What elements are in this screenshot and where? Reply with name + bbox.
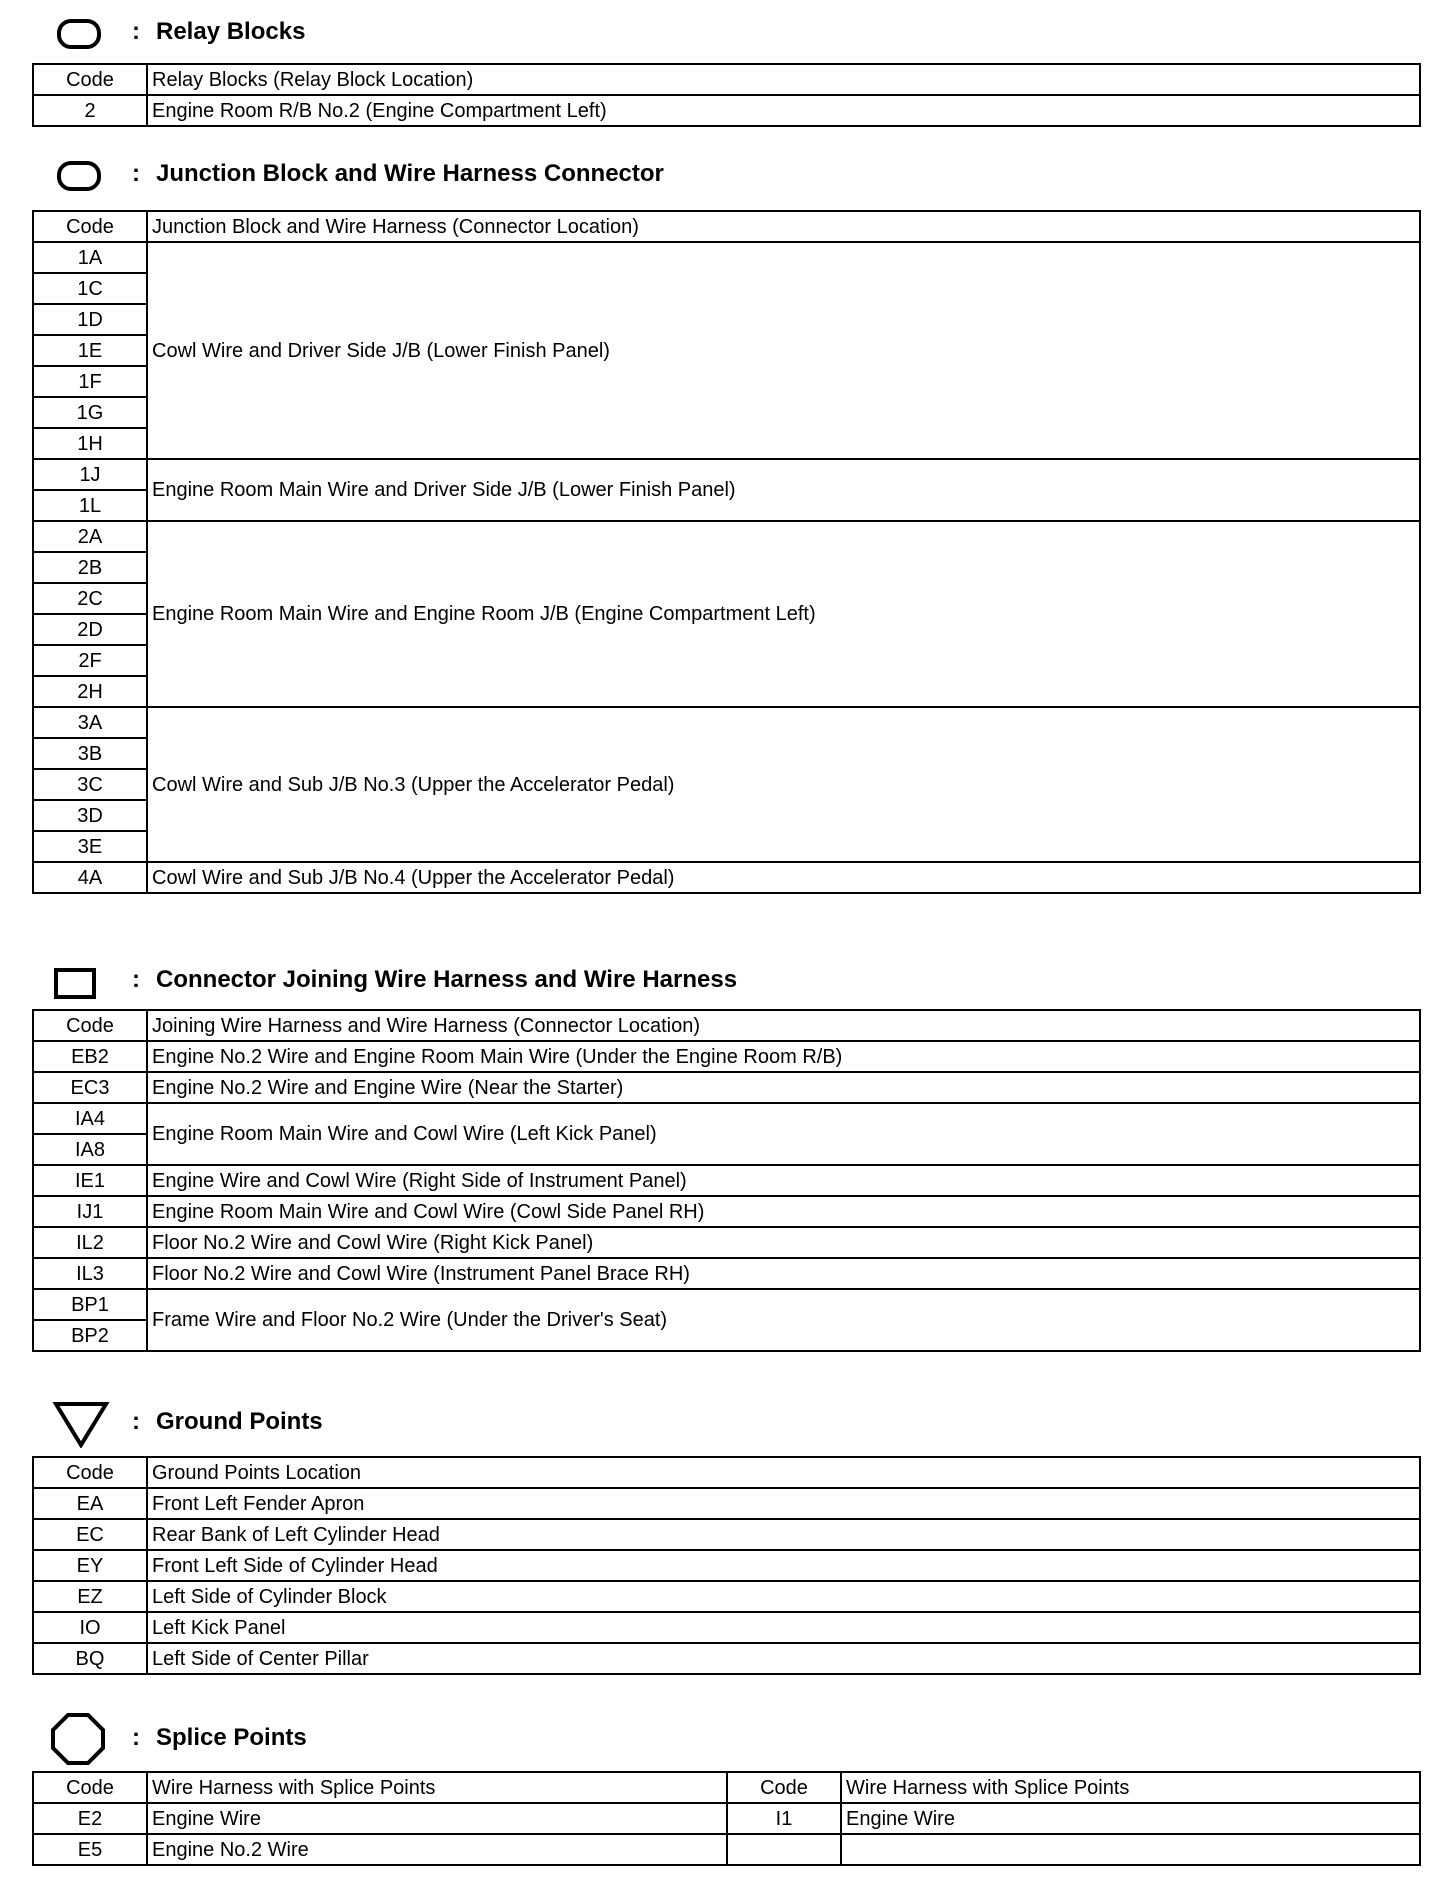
connector-joining-table (32, 1009, 1421, 1352)
code-column-header: Code (33, 1010, 147, 1041)
table-row (33, 242, 1420, 273)
table-row (33, 1803, 1420, 1834)
relay-blocks-table (32, 63, 1421, 127)
code-cell: 2A (33, 521, 147, 552)
code-cell: 1E (33, 335, 147, 366)
code-cell: 1H (33, 428, 147, 459)
code-cell: 1J (33, 459, 147, 490)
relay-blocks-title: Relay Blocks (156, 18, 306, 45)
triangle-down-icon (52, 1400, 110, 1448)
wire-harness-cell: Engine Wire (147, 1803, 727, 1834)
code-column-header: Code (33, 1772, 147, 1803)
table-row (33, 459, 1420, 490)
junction-block-title: Junction Block and Wire Harness Connector (156, 160, 664, 187)
code-cell: IJ1 (33, 1196, 147, 1227)
table-row (33, 521, 1420, 552)
code-cell: 2B (33, 552, 147, 583)
code-cell: BP2 (33, 1320, 147, 1351)
code-cell: EC3 (33, 1072, 147, 1103)
table-row (33, 1165, 1420, 1196)
splice-points-heading (0, 1712, 1456, 1756)
code-cell: BQ (33, 1643, 147, 1674)
code-cell: 2H (33, 676, 147, 707)
code-cell: 3C (33, 769, 147, 800)
code-column-header: Code (33, 64, 147, 95)
location-column-header: Junction Block and Wire Harness (Connector Location) (147, 211, 1420, 242)
connector-joining-title: Connector Joining Wire Harness and Wire Harness (156, 966, 738, 993)
junction-block-colon: : (132, 160, 140, 187)
table-row (33, 1289, 1420, 1320)
location-cell: Frame Wire and Floor No.2 Wire (Under the Driver's Seat) (147, 1289, 1420, 1351)
location-cell: Engine Room Main Wire and Engine Room J/B (Engine Compartment Left) (147, 521, 1420, 707)
table-row (33, 1041, 1420, 1072)
connector-joining-colon: : (132, 966, 140, 993)
relay-blocks-colon: : (132, 18, 140, 45)
code-cell: IO (33, 1612, 147, 1643)
wire-harness-cell-2: Engine Wire (841, 1803, 1420, 1834)
table-row (33, 1258, 1420, 1289)
code-cell: 1D (33, 304, 147, 335)
location-cell: Floor No.2 Wire and Cowl Wire (Instrument Panel Brace RH) (147, 1258, 1420, 1289)
location-cell: Engine Room Main Wire and Cowl Wire (Cowl Side Panel RH) (147, 1196, 1420, 1227)
code-cell: 2F (33, 645, 147, 676)
code-cell: 1C (33, 273, 147, 304)
code-cell: 1G (33, 397, 147, 428)
wire-harness-cell-2 (841, 1834, 1420, 1865)
location-cell: Front Left Fender Apron (147, 1488, 1420, 1519)
code-cell: E5 (33, 1834, 147, 1865)
code-cell: 1L (33, 490, 147, 521)
table-header-row (33, 1772, 1420, 1803)
code-cell: IA8 (33, 1134, 147, 1165)
location-cell: Cowl Wire and Sub J/B No.3 (Upper the Accelerator Pedal) (147, 707, 1420, 862)
location-cell: Left Side of Center Pillar (147, 1643, 1420, 1674)
code-column-header: Code (33, 211, 147, 242)
table-row (33, 1227, 1420, 1258)
code-cell: 2 (33, 95, 147, 126)
splice-points-colon: : (132, 1724, 140, 1751)
location-column-header: Relay Blocks (Relay Block Location) (147, 64, 1420, 95)
connector-joining-heading (0, 958, 1456, 1002)
code-cell: IE1 (33, 1165, 147, 1196)
code-cell: 3D (33, 800, 147, 831)
code-cell: 1A (33, 242, 147, 273)
code-cell: 3E (33, 831, 147, 862)
table-row (33, 1834, 1420, 1865)
table-row (33, 862, 1420, 893)
table-header-row (33, 211, 1420, 242)
code-cell: E2 (33, 1803, 147, 1834)
location-column-header: Joining Wire Harness and Wire Harness (Connector Location) (147, 1010, 1420, 1041)
code-cell: EZ (33, 1581, 147, 1612)
location-cell: Left Side of Cylinder Block (147, 1581, 1420, 1612)
table-row (33, 707, 1420, 738)
code-cell: 3A (33, 707, 147, 738)
code-cell: EA (33, 1488, 147, 1519)
table-row (33, 1519, 1420, 1550)
code-cell: 3B (33, 738, 147, 769)
ground-points-title: Ground Points (156, 1408, 323, 1435)
location-cell: Engine Room Main Wire and Cowl Wire (Left Kick Panel) (147, 1103, 1420, 1165)
location-cell: Front Left Side of Cylinder Head (147, 1550, 1420, 1581)
location-cell: Floor No.2 Wire and Cowl Wire (Right Kick Panel) (147, 1227, 1420, 1258)
table-header-row (33, 1457, 1420, 1488)
code-cell: 1F (33, 366, 147, 397)
code-cell: 2C (33, 583, 147, 614)
table-row (33, 95, 1420, 126)
location-cell: Cowl Wire and Sub J/B No.4 (Upper the Accelerator Pedal) (147, 862, 1420, 893)
code-cell: 2D (33, 614, 147, 645)
code-cell: 4A (33, 862, 147, 893)
relay-blocks-heading (0, 10, 1456, 54)
table-header-row (33, 1010, 1420, 1041)
wire-harness-cell: Engine No.2 Wire (147, 1834, 727, 1865)
rounded-rectangle-icon (56, 18, 102, 50)
table-row (33, 1488, 1420, 1519)
octagon-icon (50, 1712, 106, 1766)
wire-harness-column-header-2: Wire Harness with Splice Points (841, 1772, 1420, 1803)
rounded-rectangle-icon (56, 160, 102, 192)
table-row (33, 1196, 1420, 1227)
code-cell: EC (33, 1519, 147, 1550)
code-cell: EY (33, 1550, 147, 1581)
junction-block-table (32, 210, 1421, 894)
location-column-header: Ground Points Location (147, 1457, 1420, 1488)
wire-harness-column-header: Wire Harness with Splice Points (147, 1772, 727, 1803)
location-cell: Engine No.2 Wire and Engine Wire (Near the Starter) (147, 1072, 1420, 1103)
square-icon (54, 968, 96, 1000)
code-cell-2 (727, 1834, 841, 1865)
location-cell: Engine Wire and Cowl Wire (Right Side of Instrument Panel) (147, 1165, 1420, 1196)
code-column-header: Code (33, 1457, 147, 1488)
table-row (33, 1103, 1420, 1134)
location-cell: Engine No.2 Wire and Engine Room Main Wire (Under the Engine Room R/B) (147, 1041, 1420, 1072)
table-row (33, 1550, 1420, 1581)
splice-points-title: Splice Points (156, 1724, 307, 1751)
code-cell: IA4 (33, 1103, 147, 1134)
junction-block-heading (0, 152, 1456, 196)
location-cell: Engine Room Main Wire and Driver Side J/B (Lower Finish Panel) (147, 459, 1420, 521)
code-cell: IL2 (33, 1227, 147, 1258)
table-header-row (33, 64, 1420, 95)
location-cell: Left Kick Panel (147, 1612, 1420, 1643)
table-row (33, 1072, 1420, 1103)
ground-points-heading (0, 1398, 1456, 1442)
table-row (33, 1581, 1420, 1612)
code-cell: EB2 (33, 1041, 147, 1072)
table-row (33, 1643, 1420, 1674)
ground-points-table (32, 1456, 1421, 1675)
table-row (33, 1612, 1420, 1643)
code-cell: IL3 (33, 1258, 147, 1289)
location-cell: Rear Bank of Left Cylinder Head (147, 1519, 1420, 1550)
location-cell: Engine Room R/B No.2 (Engine Compartment Left) (147, 95, 1420, 126)
ground-points-colon: : (132, 1408, 140, 1435)
code-column-header-2: Code (727, 1772, 841, 1803)
code-cell-2: I1 (727, 1803, 841, 1834)
code-cell: BP1 (33, 1289, 147, 1320)
location-cell: Cowl Wire and Driver Side J/B (Lower Finish Panel) (147, 242, 1420, 459)
splice-points-table (32, 1771, 1421, 1866)
